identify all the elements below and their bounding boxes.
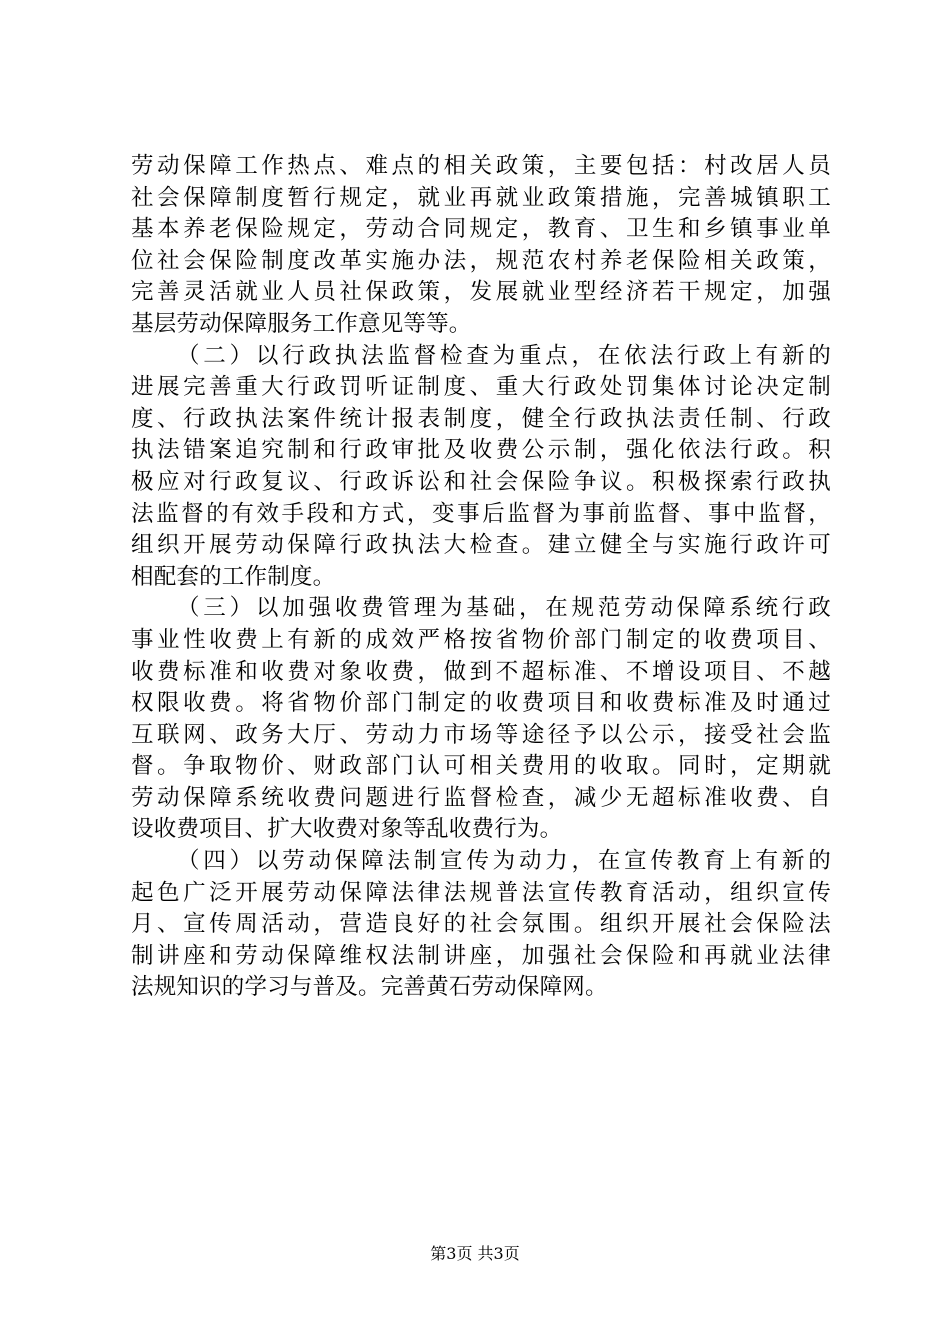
text-line: 组织开展劳动保障行政执法大检查。建立健全与实施行政许可 [131, 532, 831, 559]
text-line: 起色广泛开展劳动保障法律法规普法宣传教育活动，组织宣传 [131, 879, 831, 906]
paragraph-section-4 [131, 846, 831, 1004]
text-line: 督。争取物价、财政部门认可相关费用的收取。同时，定期就 [131, 753, 831, 780]
paragraph-section-2 [131, 341, 831, 594]
text-line: 劳动保障系统收费问题进行监督检查，减少无超标准收费、自 [131, 784, 831, 811]
document-body [131, 151, 831, 1004]
text-line: 法规知识的学习与普及。完善黄石劳动保障网。 [131, 974, 608, 1001]
text-line: 权限收费。将省物价部门制定的收费项目和收费标准及时通过 [131, 690, 831, 717]
text-line: 位社会保险制度改革实施办法，规范农村养老保险相关政策， [131, 247, 831, 274]
text-line: 进展完善重大行政罚听证制度、重大行政处罚集体讨论决定制 [131, 374, 831, 401]
text-line: 劳动保障工作热点、难点的相关政策，主要包括：村改居人员 [131, 153, 831, 179]
paragraph-section-3 [131, 593, 831, 846]
text-line: 执法错案追究制和行政审批及收费公示制，强化依法行政。积 [131, 437, 831, 464]
text-line: 互联网、政务大厅、劳动力市场等途径予以公示，接受社会监 [131, 721, 831, 748]
page-number-footer: 第3页 共3页 [430, 1244, 520, 1263]
text-line: 极应对行政复议、行政诉讼和社会保险争议。积极探索行政执 [131, 468, 831, 495]
text-line: 制讲座和劳动保障维权法制讲座，加强社会保险和再就业法律 [131, 942, 831, 969]
text-line: （三）以加强收费管理为基础，在规范劳动保障系统行政 [177, 595, 831, 622]
text-line: 设收费项目、扩大收费对象等乱收费行为。 [131, 816, 563, 843]
text-line: 基本养老保险规定，劳动合同规定，教育、卫生和乡镇事业单 [131, 216, 831, 243]
text-line: 法监督的有效手段和方式，变事后监督为事前监督、事中监督， [131, 500, 831, 527]
text-line: 月、宣传周活动，营造良好的社会氛围。组织开展社会保险法 [131, 911, 831, 938]
text-line: 完善灵活就业人员社保政策，发展就业型经济若干规定，加强 [131, 279, 831, 306]
text-line: （二）以行政执法监督检查为重点，在依法行政上有新的 [177, 342, 831, 369]
text-line: 收费标准和收费对象收费，做到不超标准、不增设项目、不越 [131, 658, 831, 685]
text-line: 基层劳动保障服务工作意见等等。 [131, 310, 472, 337]
text-line: 度、行政执法案件统计报表制度，健全行政执法责任制、行政 [131, 405, 831, 432]
text-line: 社会保障制度暂行规定，就业再就业政策措施，完善城镇职工 [131, 184, 831, 211]
text-line: 相配套的工作制度。 [131, 563, 336, 590]
text-line: 事业性收费上有新的成效严格按省物价部门制定的收费项目、 [131, 626, 831, 653]
text-line: （四）以劳动保障法制宣传为动力，在宣传教育上有新的 [177, 848, 831, 875]
paragraph-continued [131, 151, 831, 341]
